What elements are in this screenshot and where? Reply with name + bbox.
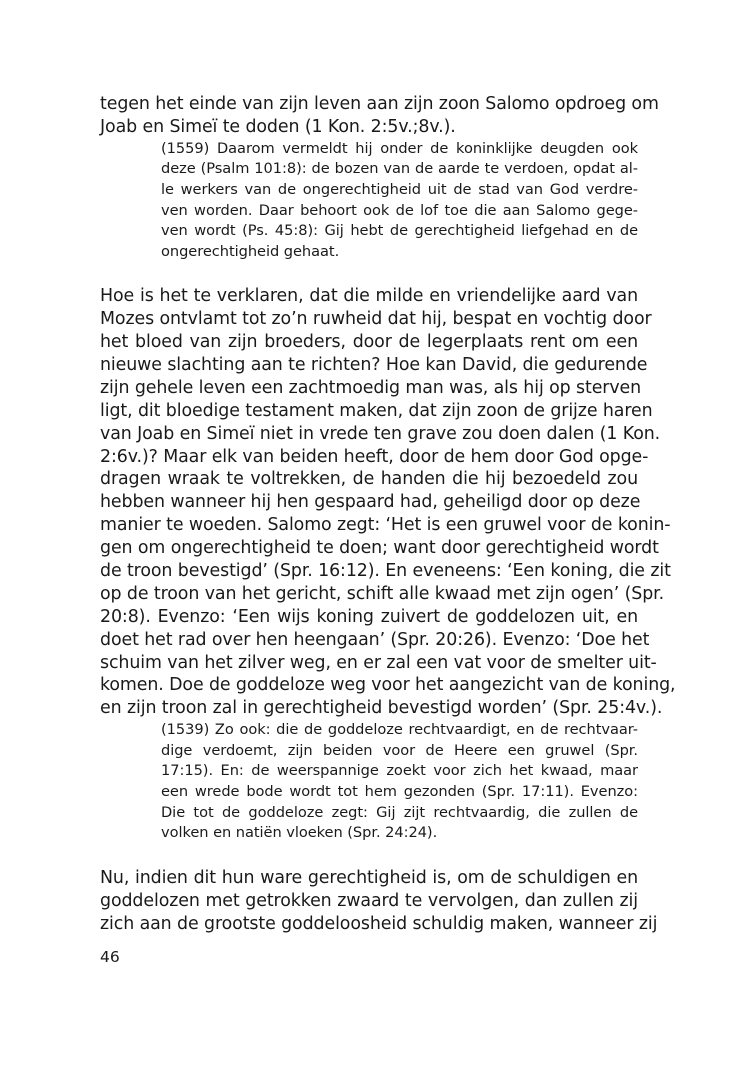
paragraph-gap — [100, 844, 638, 867]
quote-line: een wrede bode wordt tot hem gezonden (Spr. 17:11). Evenzo: — [161, 783, 638, 801]
text-line: gen om ongerechtigheid te doen; want door gerechtigheid wordt — [100, 538, 659, 559]
quote-line: le werkers van de ongerechtigheid uit de stad van God verdre- — [161, 180, 638, 198]
block-quote-1559 — [161, 139, 638, 263]
text-line: schuim van het zilver weg, en er zal een vat voor de smelter uit- — [100, 652, 657, 673]
text-line: zich aan de grootste goddeloosheid schuldig maken, wanneer zij — [100, 913, 658, 934]
text-line: Nu, indien dit hun ware gerechtigheid is, om de schuldigen en — [100, 867, 638, 888]
text-line: manier te woeden. Salomo zegt: ‘Het is een gruwel voor de konin- — [100, 515, 671, 536]
text-line: ligt, dit bloedige testament maken, dat zijn zoon de grijze haren — [100, 400, 653, 421]
text-line: komen. Doe de goddeloze weg voor het aangezicht van de koning, — [100, 675, 676, 696]
text-line: het bloed van zijn broeders, door de legerplaats rent om een — [100, 332, 638, 353]
text-line: de troon bevestigd’ (Spr. 16:12). En eveneens: ‘Een koning, die zit — [100, 561, 671, 582]
text-line: 2:6v.)? Maar elk van beiden heeft, door de hem door God opge- — [100, 446, 649, 467]
paragraph-gap — [100, 262, 638, 285]
page-body — [100, 93, 676, 936]
text-line: tegen het einde van zijn leven aan zijn zoon Salomo opdroeg om — [100, 94, 659, 114]
quote-line: ven wordt (Ps. 45:8): Gij hebt de gerechtigheid liefgehad en de — [161, 222, 638, 240]
text-line: Mozes ontvlamt tot zo’n ruwheid dat hij, bespat en vochtig door — [100, 309, 652, 330]
quote-line: Die tot de goddeloze zegt: Gij zijt rechtvaardig, die zullen de — [161, 803, 638, 821]
text-line: doet het rad over hen heengaan’ (Spr. 20:26). Evenzo: ‘Doe het — [100, 629, 650, 650]
text-line: van Joab en Simeï niet in vrede ten grave zou doen dalen (1 Kon. — [100, 423, 661, 444]
text-line: nieuwe slachting aan te richten? Hoe kan David, die gedurende — [100, 355, 648, 376]
paragraph-closing — [100, 867, 658, 936]
page-number: 46 — [100, 948, 120, 966]
block-quote-1539 — [161, 720, 638, 844]
quote-line: volken en natiën vloeken (Spr. 24:24). — [161, 824, 438, 842]
quote-line: 17:15). En: de weerspannige zoekt voor zich het kwaad, maar — [161, 762, 638, 780]
quote-line: (1539) Zo ook: die de goddeloze rechtvaardigt, en de rechtvaar- — [161, 721, 638, 739]
text-line: dragen wraak te voltrekken, de handen die hij bezoedeld zou — [100, 469, 638, 490]
quote-line: deze (Psalm 101:8): de bozen van de aarde te verdoen, opdat al- — [161, 160, 638, 178]
paragraph-main — [100, 285, 676, 720]
paragraph-continuation — [100, 93, 659, 139]
text-line: Hoe is het te verklaren, dat die milde en vriendelijke aard van — [100, 286, 638, 307]
text-line: hebben wanneer hij hen gespaard had, geheiligd door op deze — [100, 492, 641, 513]
quote-line: dige verdoemt, zijn beiden voor de Heere een gruwel (Spr. — [161, 741, 638, 759]
quote-line: ven worden. Daar behoort ook de lof toe die aan Salomo gege- — [161, 201, 638, 219]
text-line: 20:8). Evenzo: ‘Een wijs koning zuivert de goddelozen uit, en — [100, 606, 638, 627]
text-line: goddelozen met getrokken zwaard te vervolgen, dan zullen zij — [100, 890, 638, 911]
text-line: Joab en Simeï te doden (1 Kon. 2:5v.;8v.). — [100, 116, 456, 137]
text-line: zijn gehele leven een zachtmoedig man was, als hij op sterven — [100, 377, 642, 398]
quote-line: (1559) Daarom vermeldt hij onder de koninklijke deugden ook — [161, 139, 638, 157]
quote-line: ongerechtigheid gehaat. — [161, 242, 340, 260]
text-line: en zijn troon zal in gerechtigheid bevestigd worden’ (Spr. 25:4v.). — [100, 698, 663, 719]
text-line: op de troon van het gericht, schift alle kwaad met zijn ogen’ (Spr. — [100, 583, 665, 604]
